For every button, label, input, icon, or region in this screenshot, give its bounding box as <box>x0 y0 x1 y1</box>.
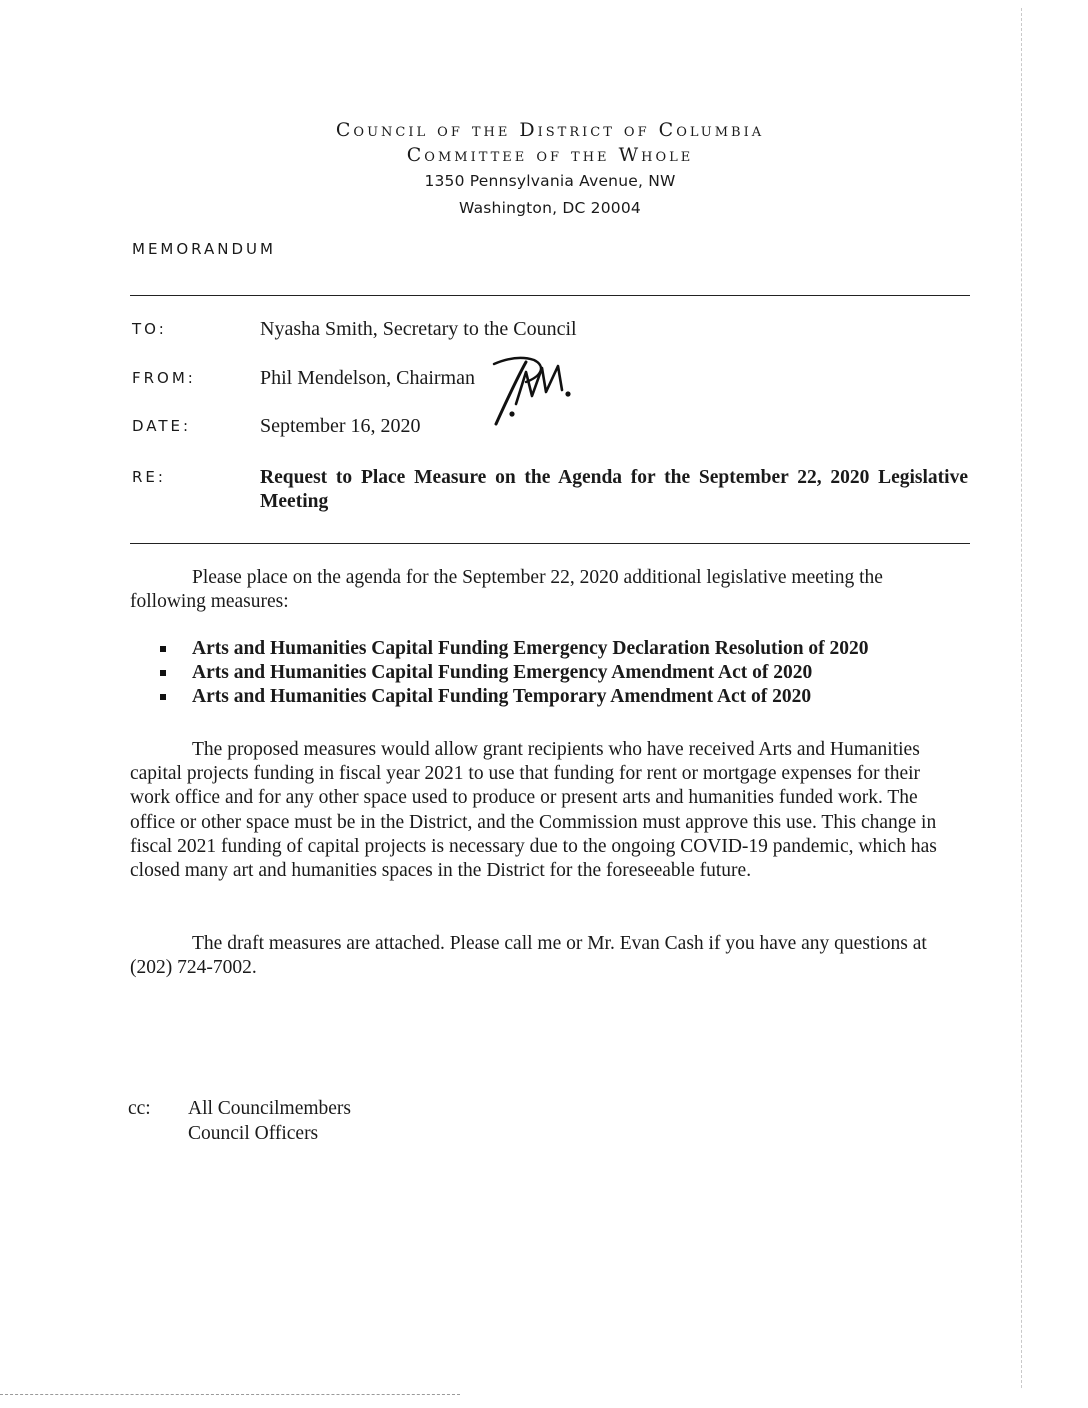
cc-recipient: Council Officers <box>188 1122 319 1144</box>
explanation-paragraph <box>130 738 955 883</box>
cc-label: cc: <box>128 1098 151 1119</box>
scan-bottom-line <box>0 1394 460 1395</box>
re-value: Request to Place Measure on the Agenda for the September 22, 2020 Legislative Meeting <box>260 467 968 512</box>
measures-list <box>160 637 960 709</box>
from-label: FROM: <box>132 369 196 387</box>
measure-item <box>160 685 960 709</box>
date-label: DATE: <box>132 417 192 435</box>
letterhead-city: Washington, DC 20004 <box>459 199 641 217</box>
cc-recipients <box>188 1097 351 1146</box>
bullet-square-icon <box>160 646 166 652</box>
measure-text: Arts and Humanities Capital Funding Emergency Declaration Resolution of 2020 <box>192 638 869 659</box>
measure-text: Arts and Humanities Capital Funding Emergency Amendment Act of 2020 <box>192 662 813 683</box>
scan-edge-line <box>1021 8 1022 1388</box>
memorandum-label: MEMORANDUM <box>132 240 276 258</box>
measure-item <box>160 637 960 661</box>
measure-text: Arts and Humanities Capital Funding Temporary Amendment Act of 2020 <box>192 686 812 707</box>
cc-recipient: All Councilmembers <box>188 1098 352 1119</box>
bullet-square-icon <box>160 694 166 700</box>
to-value: Nyasha Smith, Secretary to the Council <box>260 318 577 340</box>
bullet-square-icon <box>160 670 166 676</box>
letterhead-street: 1350 Pennsylvania Avenue, NW <box>424 172 676 190</box>
top-divider <box>130 295 970 296</box>
letterhead <box>0 118 1088 222</box>
from-value: Phil Mendelson, Chairman <box>260 367 475 389</box>
bottom-divider <box>130 543 970 544</box>
explanation-text: The proposed measures would allow grant recipients who have received Arts and Humanities capital projects funding in fiscal year 2021 to use that funding for rent or mortgage expenses for their work office and for any other space used to produce or present arts and humanities funded work. The office or other space must be in the District, and the Commission must approve this use. This change in fiscal 2021 funding of capital projects is necessary due to the ongoing COVID-19 pandemic, which has closed many art and humanities spaces in the District for the foreseeable future. <box>130 739 937 882</box>
date-value: September 16, 2020 <box>260 415 421 437</box>
contact-paragraph <box>130 932 955 980</box>
to-label: TO: <box>132 320 167 338</box>
letterhead-committee: Committee of the Whole <box>406 144 694 166</box>
contact-text: The draft measures are attached. Please call me or Mr. Evan Cash if you have any questions at (202) 724-7002. <box>130 933 927 979</box>
intro-text: Please place on the agenda for the September 22, 2020 additional legislative meeting the following measures: <box>130 567 883 613</box>
re-label: RE: <box>132 468 166 486</box>
intro-paragraph <box>130 566 955 614</box>
signature-initials-graphic <box>476 352 586 432</box>
measure-item <box>160 661 960 685</box>
letterhead-council: Council of the District of Columbia <box>335 119 765 141</box>
